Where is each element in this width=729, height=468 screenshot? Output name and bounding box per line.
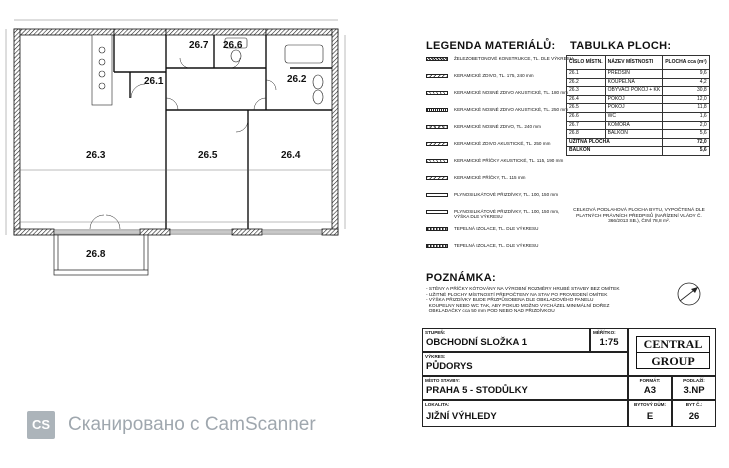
legend-text: PLYNOSILIKÁTOVÉ PŘIZDÍVKY, TL. 100, 150 mm, VÝŠKA DLE VÝKRESU [454,209,560,220]
tb-format [628,376,672,400]
area-name: POKOJ [605,104,663,113]
note-line: - STĚNY A PŘÍČKY KÓTOVÁNY NA VÝROBNÍ ROZMĚRY HRUBÉ STAVBY BEZ OMÍTEK [426,287,620,292]
legend-swatch [426,227,448,231]
balcony-row [567,147,710,156]
area-value: 11,8 [663,104,710,113]
tb-drawing-label: VÝKRES: [425,354,446,359]
legend-title: LEGENDA MATERIÁLŮ: [426,40,556,52]
legend-text: ŽELEZOBETONOVÉ KONSTRUKCE, TL. DLE VÝKRESU [454,56,574,61]
note-line: - UŽITNÉ PLOCHY MÍSTNOSTÍ PŘEPOČTENY NA STAV PO PROVEDENÍ OMÍTEK [426,292,608,298]
tb-scale-value: 1:75 [599,337,619,348]
legend-text: KERAMICKÉ NOSNÉ ZDIVO AKUSTICKÉ, TL. 180 mm [454,90,569,95]
area-value: 12,0 [663,95,710,104]
legend-swatch [426,125,448,129]
room-label-26-7: 26.7 [189,40,209,51]
legend-swatch [426,193,448,197]
table-row [567,121,710,130]
table-row [567,130,710,139]
notes-title: POZNÁMKA: [426,272,496,284]
areas-note: CELKOVÁ PODLAHOVÁ PLOCHA BYTU, VYPOČTENÁ DLE PLATNÝCH PRÁVNÍCH PŘEDPISŮ (NAŘÍZENÍ VLÁDY Č. 366/2013 SB.), ČINÍ 78,8 m². [573,208,705,225]
note-line: OBKLADAČKY cca 50 mm POD NEBO NAD PŘIZDÍVKOU [426,309,555,315]
tb-location-value: JIŽNÍ VÝHLEDY [426,411,497,422]
tb-floor-label: PODLAŽÍ: [683,378,705,383]
legend-swatch [426,108,448,112]
note-line: - VÝŠKA PŘIZDÍVKY BUDE PŘIZPŮSOBENA DLE OBKLADOVÉHO PANELU [426,298,594,304]
area-num: 26.2 [567,78,606,87]
area-num: 26.3 [567,87,606,96]
camscanner-watermark: Сканировано с CamScanner [68,414,316,435]
areas-header-area: PLOCHA cca (m²) [663,56,710,70]
tb-scale-label: MĚŘÍTKO: [593,330,616,335]
tb-drawing-value: PŮDORYS [426,361,473,372]
tb-site-label: MÍSTO STAVBY: [425,378,460,383]
legend-swatch [426,74,448,78]
tb-stage-value: OBCHODNÍ SLOŽKA 1 [426,337,527,348]
room-label-26-4: 26.4 [281,150,301,161]
tb-stage [422,328,590,352]
legend-swatch [426,142,448,146]
tb-unit-value: E [646,411,654,422]
legend-swatch [426,210,448,214]
area-value: 1,6 [663,112,710,121]
legend-text: KERAMICKÉ ZDIVO AKUSTICKÉ, TL. 250 mm [454,141,551,146]
area-num: 26.7 [567,121,606,130]
legend-text: PLYNOSILIKÁTOVÉ PŘIZDÍVKY, TL. 100, 150 mm [454,192,559,197]
area-num: 26.1 [567,70,606,79]
total-row [567,138,710,147]
room-label-26-3: 26.3 [86,150,106,161]
room-label-26-1: 26.1 [144,76,164,87]
tb-scale [590,328,628,352]
legend-text: KERAMICKÉ PŘÍČKY AKUSTICKÉ, TL. 115, 190 mm [454,158,564,163]
tb-flat [672,400,716,427]
bottom-windows [54,230,322,234]
interior-walls [114,35,332,229]
area-value: 9,6 [663,70,710,79]
areas-header-name: NÁZEV MÍSTNOSTI [605,56,663,70]
area-name: KOUPELNA [605,78,663,87]
table-row [567,104,710,113]
tb-logo [628,328,716,376]
area-name: PŘEDSÍŇ [605,70,663,79]
tb-site [422,376,628,400]
floor-plan [0,0,410,400]
camscanner-logo-icon: CS [27,411,55,439]
central-group-logo [636,336,710,369]
tb-floor-value: 3.NP [683,385,705,396]
total-value: 72,0 [663,138,710,147]
kitchen-counter [92,35,112,105]
total-label: UŽITNÁ PLOCHA [567,138,663,147]
note-line: KOUPELNY NEBO WC TAK, ABY POKUD MOŽNO VYCHÁZEL MINIMÁLNÍ DOŘEZ [426,303,610,309]
tb-flat-label: BYT Č.: [685,402,703,407]
legend-swatch [426,159,448,163]
legend-text: TEPELNÁ IZOLACE, TL. DLE VÝKRESU [454,226,539,231]
area-num: 26.5 [567,104,606,113]
areas-header-row [567,56,710,70]
area-name: BALKON [605,130,663,139]
legend-swatch [426,57,448,61]
legend-text: KERAMICKÉ ZDIVO, TL. 175, 240 mm [454,73,534,78]
area-num: 26.8 [567,130,606,139]
tb-floor [672,376,716,400]
logo-line2: GROUP [651,354,695,368]
tb-location-label: LOKALITA: [425,402,450,407]
areas-header-num: ČÍSLO MÍSTN. [567,56,606,70]
north-arrow-icon [676,281,702,307]
room-labels [86,40,307,260]
balcony-label: BALKON [567,147,663,156]
area-num: 26.4 [567,95,606,104]
logo-line1: CENTRAL [637,337,709,353]
legend-swatch [426,91,448,95]
legend-text: TEPELNÁ IZOLACE, TL. DLE VÝKRESU [454,243,539,248]
area-name: POKOJ [605,95,663,104]
tb-unit-label: BYTOVÝ DŮM: [633,402,667,407]
table-row [567,112,710,121]
legend-text: KERAMICKÉ NOSNÉ ZDIVO, TL. 240 mm [454,124,541,129]
tb-drawing [422,352,628,376]
tb-site-value: PRAHA 5 - STODŮLKY [426,385,528,396]
room-label-26-8: 26.8 [86,249,106,260]
area-value: 2,0 [663,121,710,130]
table-row [567,78,710,87]
tb-format-value: A3 [643,385,657,396]
legend-swatch [426,244,448,248]
room-label-26-6: 26.6 [223,40,243,51]
tb-unit [628,400,672,427]
area-value: 5,6 [663,130,710,139]
area-num: 26.6 [567,112,606,121]
table-row [567,70,710,79]
tb-flat-value: 26 [688,411,700,422]
area-value: 4,2 [663,78,710,87]
area-name: WC [605,112,663,121]
legend-text: KERAMICKÉ NOSNÉ ZDIVO AKUSTICKÉ, TL. 250 mm [454,107,569,112]
tb-stage-label: STUPEŇ: [425,330,446,335]
legend-swatch [426,176,448,180]
legend-text: KERAMICKÉ PŘÍČKY, TL. 115 mm [454,175,526,180]
room-label-26-2: 26.2 [287,74,307,85]
table-row [567,87,710,96]
area-name: OBÝVACÍ POKOJ + KK [605,87,663,96]
tb-format-label: FORMÁT: [639,378,661,383]
area-value: 30,8 [663,87,710,96]
balcony-value: 5,6 [663,147,710,156]
notes-list [426,287,666,315]
room-label-26-5: 26.5 [198,150,218,161]
table-row [567,95,710,104]
areas-table [566,55,710,156]
areas-title: TABULKA PLOCH: [570,40,672,52]
area-name: KOMORA [605,121,663,130]
tb-location [422,400,628,427]
